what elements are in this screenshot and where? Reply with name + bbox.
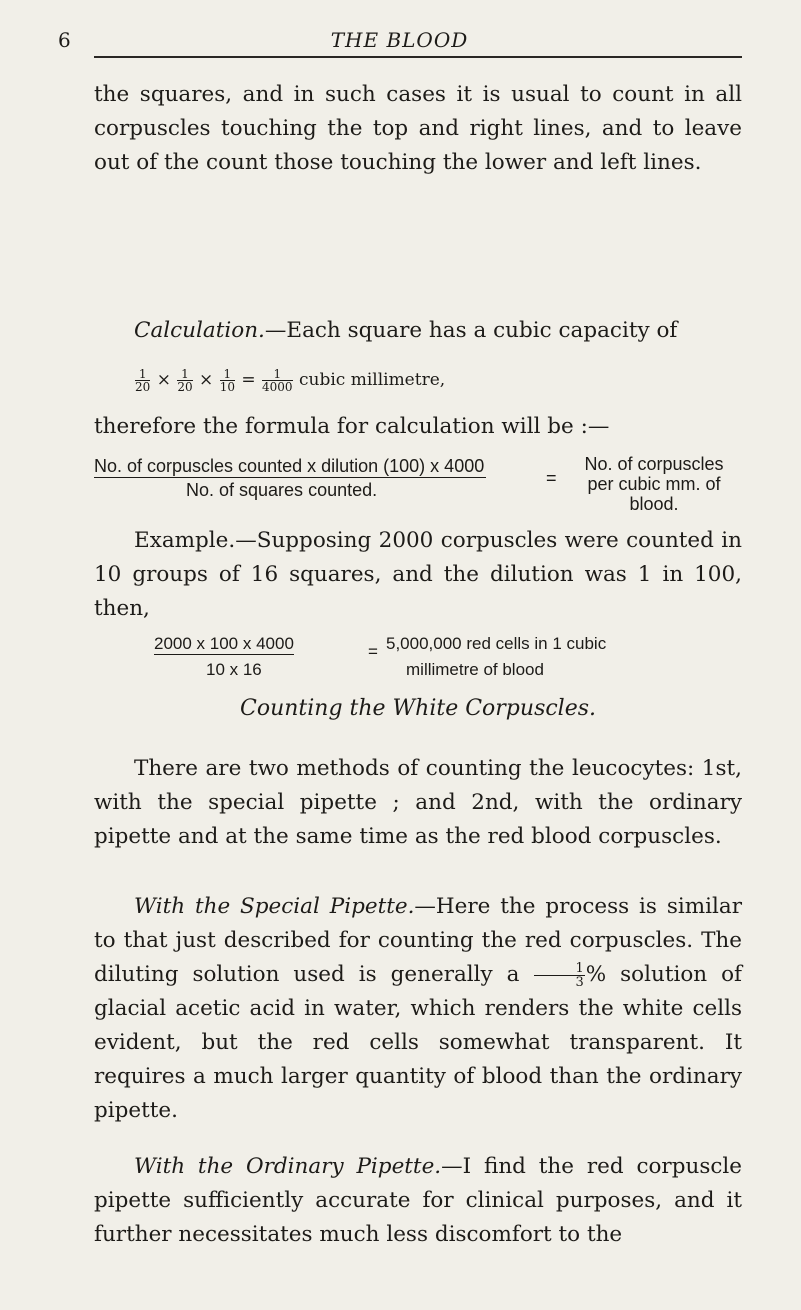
section-heading: Counting the White Corpuscles. bbox=[239, 696, 597, 721]
fraction-one-third: $\frac{1}{3}$ bbox=[534, 962, 584, 989]
paragraph-methods: There are two methods of counting the leucocytes: 1st, with the special pipette ; and 2nd, with the ordinary pipette and at the same time as the red blood corpuscles. bbox=[94, 756, 742, 849]
calculation-text: —Each square has a cubic capacity of bbox=[264, 318, 678, 343]
formula-result-line-3: blood. bbox=[629, 494, 679, 514]
paragraph-squares: the squares, and in such cases it is usual to count in all corpuscles touching the top and right lines, and to leave out of the count those touching the lower and left lines. bbox=[94, 82, 742, 175]
page-header bbox=[58, 24, 741, 60]
paragraph-therefore: therefore the formula for calculation will be :— bbox=[94, 414, 610, 439]
capacity-unit: cubic millimetre, bbox=[298, 370, 446, 390]
fraction-1: $\frac{1}{20}$ bbox=[135, 367, 151, 394]
header-rule bbox=[94, 56, 742, 58]
example-result-line-1: 5,000,000 red cells in 1 cubic bbox=[386, 634, 607, 653]
formula-result-line-1: No. of corpuscles bbox=[584, 454, 724, 474]
ordinary-pipette-text: —I find the red corpuscle pipette sufficiently accurate for clinical purposes, and it further necessitates much less discomfort to the bbox=[94, 1154, 742, 1247]
formula-denominator: No. of squares counted. bbox=[186, 480, 378, 500]
formula-result-line-2: per cubic mm. of bbox=[587, 474, 721, 494]
times-sign-2: × bbox=[199, 370, 214, 390]
page-number: 6 bbox=[58, 28, 71, 52]
fraction-result: $\frac{1}{4000}$ bbox=[262, 367, 293, 394]
special-pipette-lead: With the Special Pipette. bbox=[134, 894, 415, 919]
special-pipette-text-2: solution of glacial acetic acid in water, which renders the white cells evident, but the red cells somewhat transparent. It requires a much larger quantity of blood than the ordinary pipette. bbox=[94, 962, 742, 1123]
ordinary-pipette-lead: With the Ordinary Pipette. bbox=[134, 1154, 442, 1179]
times-sign-1: × bbox=[156, 370, 171, 390]
example-denominator: 10 x 16 bbox=[206, 660, 262, 679]
calculation-formula bbox=[94, 454, 742, 514]
fraction-3: $\frac{1}{10}$ bbox=[219, 367, 235, 394]
special-pipette-text-1: —Here the process is similar to that just described for counting the red corpuscles. The diluting solution used is generally a bbox=[94, 894, 742, 987]
calculation-lead: Calculation. bbox=[134, 318, 265, 343]
percent-sign: % bbox=[585, 962, 607, 987]
paragraph-ordinary-pipette bbox=[94, 1150, 742, 1252]
example-result-line-2: millimetre of blood bbox=[406, 660, 544, 679]
capacity-formula bbox=[134, 368, 445, 393]
paragraph-special-pipette bbox=[94, 890, 742, 1128]
example-numerator: 2000 x 100 x 4000 bbox=[154, 634, 294, 653]
formula-numerator: No. of corpuscles counted x dilution (100) x 4000 bbox=[94, 456, 485, 476]
paragraph-calculation bbox=[94, 314, 742, 348]
paragraph-example: Example.—Supposing 2000 corpuscles were counted in 10 groups of 16 squares, and the dilution was 1 in 100, then, bbox=[94, 528, 742, 621]
fraction-2: $\frac{1}{20}$ bbox=[177, 367, 193, 394]
equals-sign: = bbox=[241, 370, 256, 390]
example-equals: = bbox=[368, 642, 378, 661]
running-head: THE BLOOD bbox=[330, 28, 469, 52]
formula-equals: = bbox=[546, 468, 557, 488]
formula-result bbox=[566, 454, 742, 514]
example-formula bbox=[154, 634, 754, 694]
